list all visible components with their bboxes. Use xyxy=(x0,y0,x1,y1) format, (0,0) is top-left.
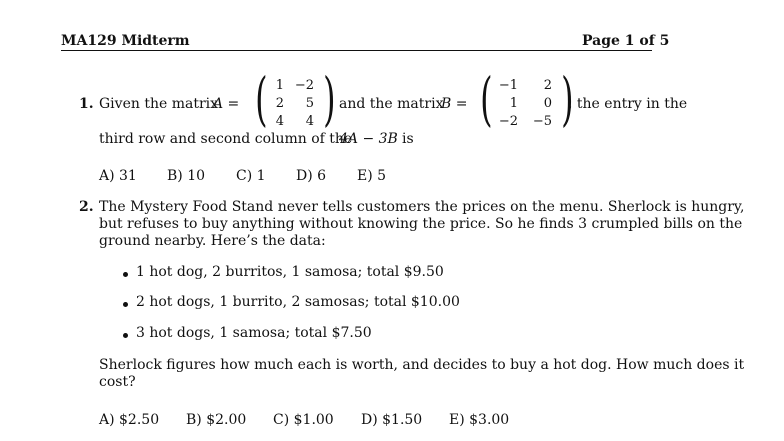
choice-d[interactable]: D) 6 xyxy=(296,168,327,184)
question-text: and the matrix xyxy=(339,96,444,112)
list-item: 1 hot dog, 2 burritos, 1 samosa; total $9.50 xyxy=(136,264,444,280)
matrix-cell: −1 xyxy=(498,78,518,93)
choice-c[interactable]: C) $1.00 xyxy=(273,412,334,428)
matrix-cell: 4 xyxy=(275,114,284,129)
header-divider xyxy=(61,50,652,51)
choice-a[interactable]: A) 31 xyxy=(99,168,137,184)
left-paren: ( xyxy=(480,65,493,133)
page-indicator: Page 1 of 5 xyxy=(582,33,670,49)
question-text: Sherlock figures how much each is worth, and decides to buy a hot dog. How much does it xyxy=(99,357,745,373)
matrix-cell: 1 xyxy=(275,78,284,93)
matrix-cell: 4 xyxy=(305,114,314,129)
math-expression: 4A − 3B xyxy=(339,131,398,147)
list-item: 2 hot dogs, 1 burrito, 2 samosas; total $10.00 xyxy=(136,294,460,310)
matrix-cell: 2 xyxy=(543,78,552,93)
choice-e[interactable]: E) $3.00 xyxy=(449,412,510,428)
question-text: third row and second column of the xyxy=(99,131,353,147)
question-text: ground nearby. Here’s the data: xyxy=(99,233,326,249)
choice-e[interactable]: E) 5 xyxy=(357,168,387,184)
choice-b[interactable]: B) $2.00 xyxy=(186,412,247,428)
question-text: , the entry in the xyxy=(568,96,688,112)
matrix-cell: 0 xyxy=(543,96,552,111)
question-text: but refuses to buy anything without knowing the price. So he finds 3 crumpled bills on the xyxy=(99,216,743,232)
choice-b[interactable]: B) 10 xyxy=(167,168,206,184)
matrix-a-label: A = xyxy=(213,96,240,112)
matrix-cell: −2 xyxy=(294,78,314,93)
choice-a[interactable]: A) $2.50 xyxy=(99,412,160,428)
question-text: is xyxy=(402,131,414,147)
matrix-cell: −5 xyxy=(532,114,552,129)
bullet-icon xyxy=(123,333,128,338)
matrix-cell: 5 xyxy=(305,96,314,111)
list-item: 3 hot dogs, 1 samosa; total $7.50 xyxy=(136,325,372,341)
question-text: Given the matrix xyxy=(99,96,219,112)
right-paren: ) xyxy=(323,65,336,133)
right-paren: ) xyxy=(561,65,574,133)
matrix-cell: −2 xyxy=(498,114,518,129)
question-text: cost? xyxy=(99,374,136,390)
matrix-cell: 1 xyxy=(509,96,518,111)
choice-d[interactable]: D) $1.50 xyxy=(361,412,423,428)
matrix-cell: 2 xyxy=(275,96,284,111)
left-paren: ( xyxy=(255,65,268,133)
question-text: The Mystery Food Stand never tells customers the prices on the menu. Sherlock is hungry, xyxy=(99,199,745,215)
choice-c[interactable]: C) 1 xyxy=(236,168,266,184)
question-number: 1. xyxy=(79,96,94,112)
bullet-icon xyxy=(123,302,128,307)
exam-title: MA129 Midterm xyxy=(61,33,190,49)
bullet-icon xyxy=(123,272,128,277)
matrix-b-label: B = xyxy=(441,96,468,112)
question-number: 2. xyxy=(79,199,94,215)
